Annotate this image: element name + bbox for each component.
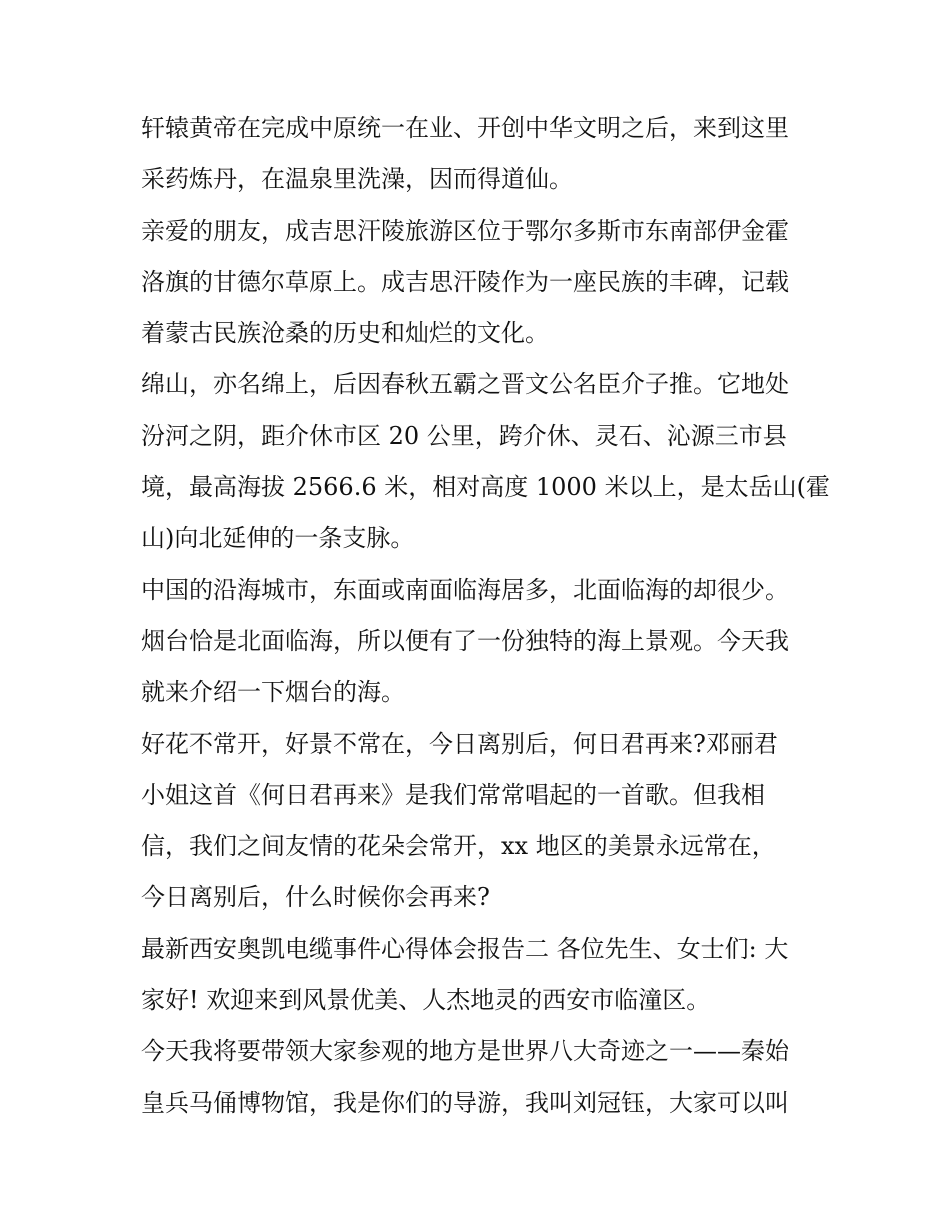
text-line: 最新西安奥凯电缆事件心得体会报告二 各位先生、女士们: 大 — [141, 934, 789, 963]
text-line: 皇兵马俑博物馆，我是你们的导游，我叫刘冠钰，大家可以叫 — [141, 1088, 789, 1117]
text-line: 信，我们之间友情的花朵会常开，xx 地区的美景永远常在， — [141, 832, 776, 861]
paragraph-mianshan — [141, 359, 830, 564]
text-line: 今天我将要带领大家参观的地方是世界八大奇迹之一——秦始 — [141, 1037, 789, 1066]
paragraph-xuanyuan — [141, 103, 821, 206]
text-line: 汾河之阴，距介休市区 20 公里，跨介休、灵石、沁源三市县 — [141, 421, 787, 450]
paragraph-report-two — [141, 924, 821, 1027]
paragraph-terracotta — [141, 1026, 821, 1129]
text-line: 轩辕黄帝在完成中原统一在业、开创中华文明之后，来到这里 — [141, 114, 789, 142]
text-line: 绵山，亦名绵上，后因春秋五霸之晋文公名臣介子推。它地处 — [141, 370, 789, 399]
text-line: 家好! 欢迎来到风景优美、人杰地灵的西安市临潼区。 — [141, 986, 711, 1015]
document-body — [141, 103, 830, 1129]
text-line: 着蒙古民族沧桑的历史和灿烂的文化。 — [141, 319, 549, 348]
text-line: 境，最高海拔 2566.6 米，相对高度 1000 米以上，是太岳山(霍 — [141, 473, 830, 502]
text-line: 亲爱的朋友，成吉思汗陵旅游区位于鄂尔多斯市东南部伊金霍 — [141, 216, 789, 245]
paragraph-yantai — [141, 565, 821, 719]
text-line: 小姐这首《何日君再来》是我们常常唱起的一首歌。但我相 — [141, 780, 765, 809]
text-line: 中国的沿海城市，东面或南面临海居多，北面临海的却很少。 — [141, 575, 789, 604]
text-line: 洛旗的甘德尔草原上。成吉思汗陵作为一座民族的丰碑，记载 — [141, 267, 789, 296]
text-line: 好花不常开，好景不常在，今日离别后，何日君再来?邓丽君 — [141, 729, 778, 758]
text-line: 山)向北延伸的一条支脉。 — [141, 524, 415, 553]
paragraph-farewell — [141, 719, 821, 924]
paragraph-genghis-khan — [141, 206, 821, 360]
text-line: 烟台恰是北面临海，所以便有了一份独特的海上景观。今天我 — [141, 626, 789, 655]
text-line: 就来介绍一下烟台的海。 — [141, 678, 405, 707]
text-line: 今日离别后，什么时候你会再来? — [141, 883, 490, 912]
text-line: 采药炼丹，在温泉里洗澡，因而得道仙。 — [141, 165, 573, 194]
